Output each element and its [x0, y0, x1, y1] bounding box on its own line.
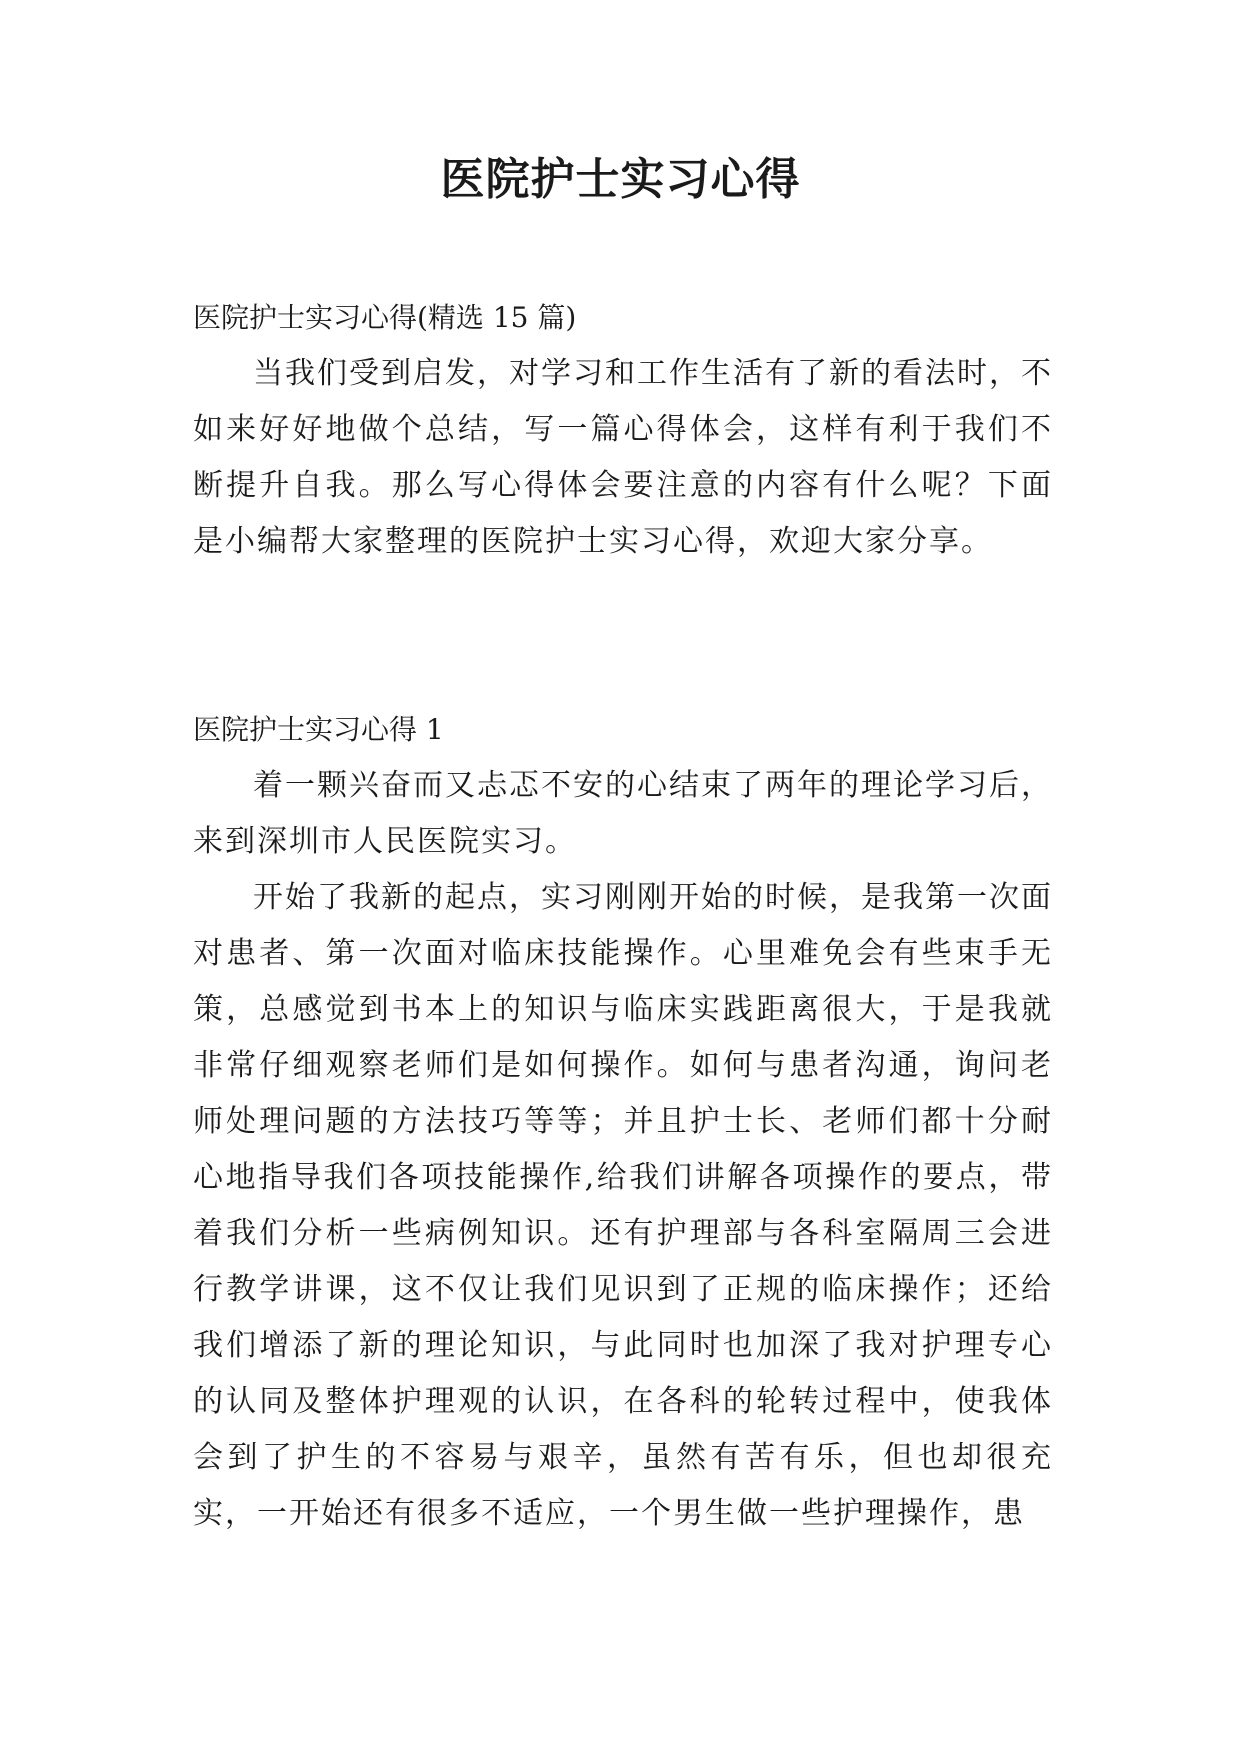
chapter-1-paragraph: 开始了我新的起点，实习刚刚开始的时候，是我第一次面对患者、第一次面对临床技能操作。心里难免会有些束手无策，总感觉到书本上的知识与临床实践距离很大，于是我就非常仔细观察老师们是如何操作。如何与患者沟通，询问老师处理问题的方法技巧等等；并且护士长、老师们都十分耐心地指导我们各项技能操作,给我们讲解各项操作的要点，带着我们分析一些病例知识。还有护理部与各科室隔周三会进行教学讲课，这不仅让我们见识到了正规的临床操作；还给我们增添了新的理论知识，与此同时也加深了我对护理专心的认同及整体护理观的认识，在各科的轮转过程中，使我体会到了护生的不容易与艰辛，虽然有苦有乐，但也却很充实，一开始还有很多不适应，一个男生做一些护理操作，患	[193, 880, 1053, 1531]
intro-heading: 医院护士实习心得(精选 15 篇)	[193, 301, 577, 334]
document-title: 医院护士实习心得	[440, 154, 801, 205]
intro-paragraph: 当我们受到启发，对学习和工作生活有了新的看法时，不如来好好地做个总结，写一篇心得体会，这样有利于我们不断提升自我。那么写心得体会要注意的内容有什么呢？下面是小编帮大家整理的医院护士实习心得，欢迎大家分享。	[193, 356, 1053, 559]
chapter-1-paragraph: 着一颗兴奋而又忐忑不安的心结束了两年的理论学习后，来到深圳市人民医院实习。	[193, 768, 1053, 859]
chapter-1-heading: 医院护士实习心得 1	[193, 713, 444, 746]
chapter-1-section	[193, 702, 1053, 1542]
intro-section	[193, 290, 1053, 570]
